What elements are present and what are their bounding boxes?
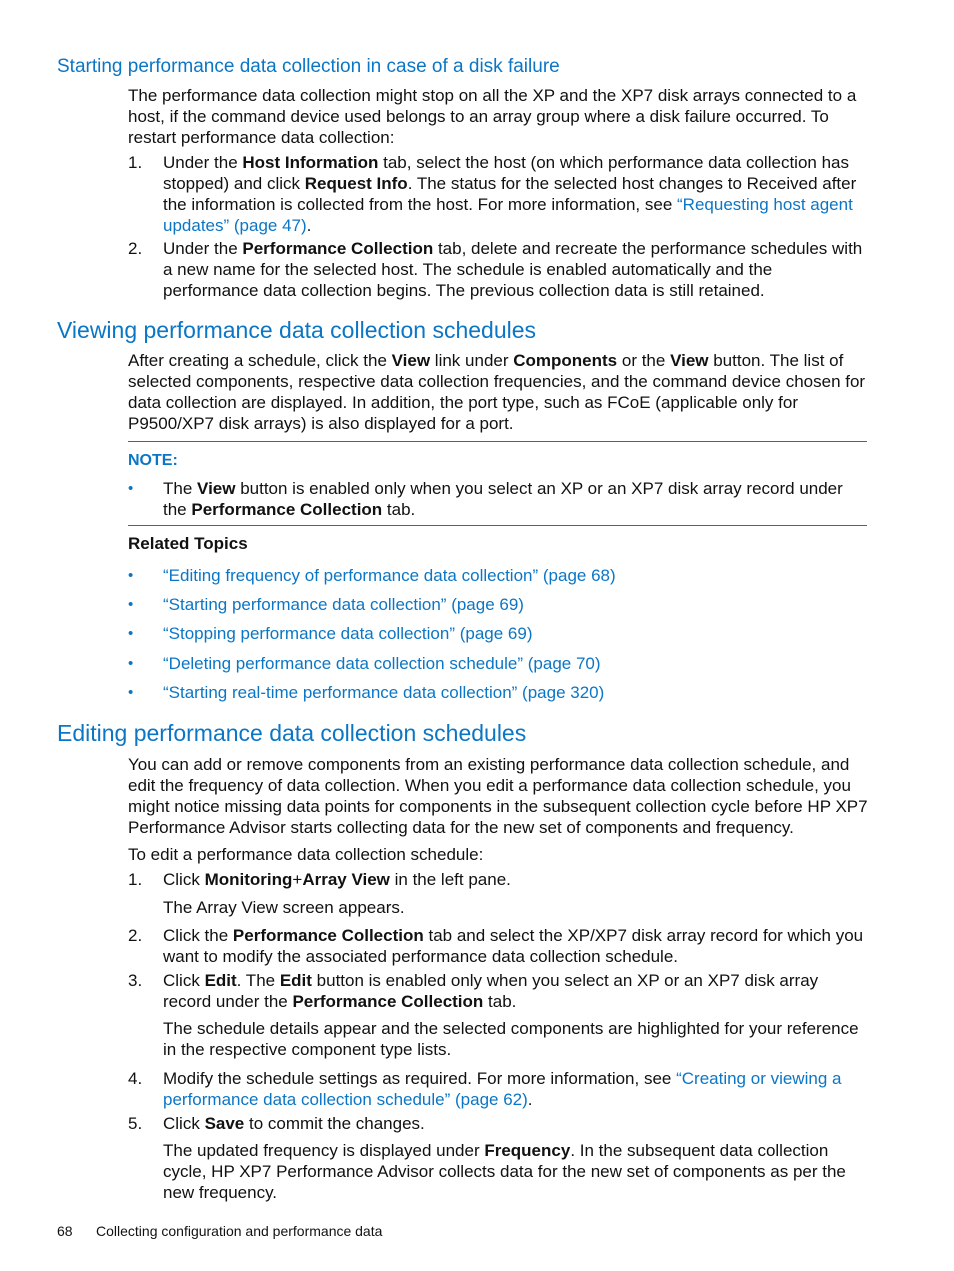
step-result: The Array View screen appears. bbox=[163, 898, 405, 917]
related-link-deleting-schedule[interactable]: “Deleting performance data collection schedule” (page 70) bbox=[163, 654, 601, 673]
related-link-editing-frequency[interactable]: “Editing frequency of performance data collection” (page 68) bbox=[163, 566, 616, 585]
chapter-title: Collecting configuration and performance data bbox=[96, 1223, 383, 1239]
step-result: The updated frequency is displayed under Frequency. In the subsequent data collection cycle, HP XP7 Performance Advisor collects data for the new set of components as per the new frequency. bbox=[163, 1141, 846, 1202]
related-topics-heading: Related Topics bbox=[128, 534, 248, 553]
list-item: Click the Performance Collection tab and select the XP/XP7 disk array record for which you want to modify the associated performance data collection schedule. bbox=[163, 926, 864, 966]
bullet-icon: • bbox=[128, 480, 134, 497]
link-requesting-host-agent-updates[interactable]: “Requesting host agent updates” (page 47) bbox=[163, 195, 853, 235]
step-number: 5. bbox=[128, 1114, 143, 1133]
related-link-starting-collection[interactable]: “Starting performance data collection” (page 69) bbox=[163, 595, 524, 614]
list-item: Under the Performance Collection tab, delete and recreate the performance schedules with a new name for the selected host. The schedule is enabled automatically and the performance data collection begins. The previous collection data is still retained. bbox=[163, 239, 863, 300]
section-heading-viewing-schedules: Viewing performance data collection schedules bbox=[57, 317, 537, 343]
link-creating-or-viewing-schedule[interactable]: “Creating or viewing a performance data collection schedule” (page 62) bbox=[163, 1069, 842, 1109]
section-heading-disk-failure: Starting performance data collection in case of a disk failure bbox=[57, 56, 560, 77]
step-number: 2. bbox=[128, 926, 143, 945]
list-item: Modify the schedule settings as required. For more information, see “Creating or viewing a performance data collection schedule” (page 62). bbox=[163, 1069, 842, 1109]
section2-intro: After creating a schedule, click the View link under Components or the View button. The list of selected components, respective data collection frequencies, and the command device chosen for data collection are displayed. In addition, the port type, such as FCoE (applicable only for P9500/XP7 disk arrays) is also displayed for a port. bbox=[128, 351, 866, 433]
note-text: The View button is enabled only when you select an XP or an XP7 disk array record under the Performance Collection tab. bbox=[163, 479, 843, 519]
bullet-icon: • bbox=[128, 596, 134, 613]
step-number: 1. bbox=[128, 870, 143, 889]
bullet-icon: • bbox=[128, 625, 134, 642]
section1-intro: The performance data collection might stop on all the XP and the XP7 disk arrays connected to a host, if the command device used belongs to an array group where a disk failure occurred. To restart performance data collection: bbox=[128, 86, 857, 147]
bullet-icon: • bbox=[128, 567, 134, 584]
note-top-divider bbox=[128, 441, 867, 442]
list-item: Click Monitoring+Array View in the left pane. bbox=[163, 870, 511, 889]
note-label: NOTE: bbox=[128, 452, 178, 469]
step-number: 4. bbox=[128, 1069, 143, 1088]
bullet-icon: • bbox=[128, 655, 134, 672]
related-link-real-time-collection[interactable]: “Starting real-time performance data collection” (page 320) bbox=[163, 683, 605, 702]
bullet-icon: • bbox=[128, 684, 134, 701]
note-bottom-divider bbox=[128, 525, 867, 526]
section3-intro: You can add or remove components from an existing performance data collection schedule, and edit the frequency of data collection. When you edit a performance data collection schedule, you might notice missing data points for components in the subsequent collection cycle before HP XP7 Performance Advisor starts collecting data for the new set of components and frequency. bbox=[128, 755, 868, 837]
related-link-stopping-collection[interactable]: “Stopping performance data collection” (page 69) bbox=[163, 624, 533, 643]
page-number: 68 bbox=[57, 1223, 73, 1239]
step-result: The schedule details appear and the selected components are highlighted for your reference in the respective component type lists. bbox=[163, 1019, 859, 1059]
step-number: 3. bbox=[128, 971, 143, 990]
step-number: 1. bbox=[128, 153, 143, 172]
section3-lead: To edit a performance data collection schedule: bbox=[128, 845, 484, 864]
section-heading-editing-schedules: Editing performance data collection schedules bbox=[57, 720, 527, 746]
list-item: Click Edit. The Edit button is enabled only when you select an XP or an XP7 disk array record under the Performance Collection tab. bbox=[163, 971, 819, 1011]
list-item: Under the Host Information tab, select the host (on which performance data collection has stopped) and click Request Info. The status for the selected host changes to Received after the information is collected from the host. For more information, see “Requesting host agent updates” (page 47). bbox=[163, 153, 857, 235]
step-number: 2. bbox=[128, 239, 143, 258]
list-item: Click Save to commit the changes. bbox=[163, 1114, 425, 1133]
